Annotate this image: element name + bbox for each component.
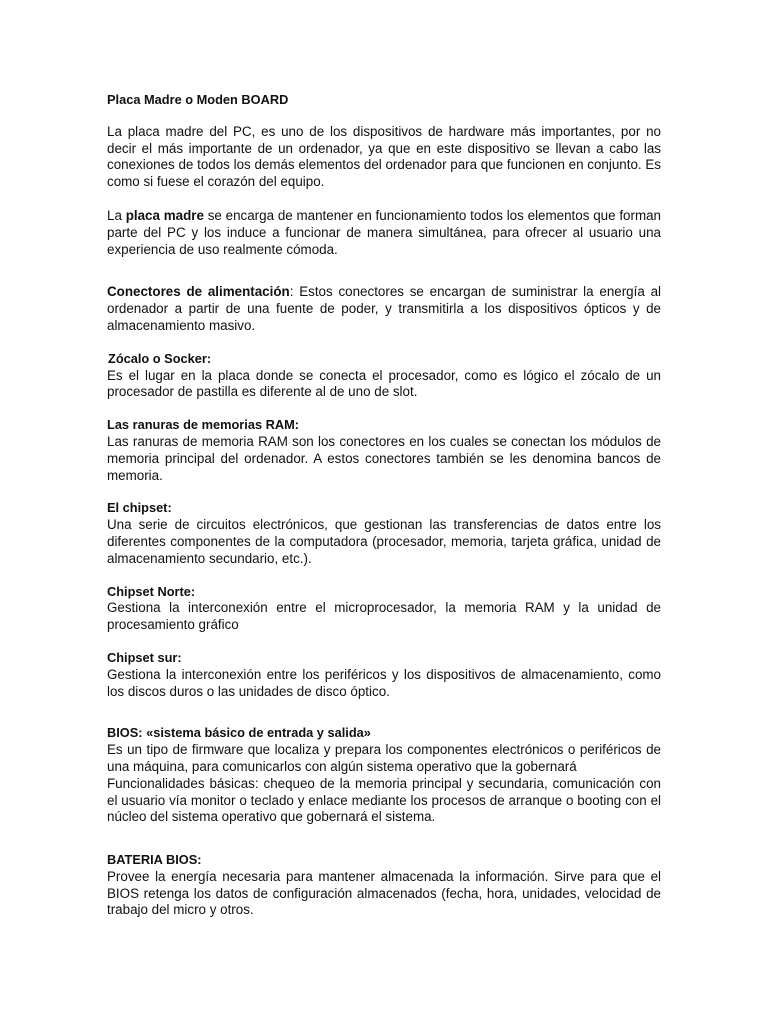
section-text: Las ranuras de memoria RAM son los conectores en los cuales se conectan los módulos de memoria principal del ordenador. A estos conectores también se les denomina bancos de memoria. (107, 433, 661, 483)
section-chipset-sur (107, 650, 661, 700)
conectores-rest: : Estos conectores se encargan de suministrar la energía al ordenador a partir de una fuente de poder, y transmitirla a los dispositivos ópticos y de almacenamiento masivo. (107, 284, 661, 333)
section-text: Es el lugar en la placa donde se conecta el procesador, como es lógico el zócalo de un procesador de pastilla es diferente al de uno de slot. (107, 367, 661, 400)
section-heading: BIOS: «sistema básico de entrada y salida» (107, 725, 371, 741)
section-text: Gestiona la interconexión entre los periféricos y los dispositivos de almacenamiento, como los discos duros o las unidades de disco óptico. (107, 666, 661, 699)
section-heading: Chipset sur: (107, 649, 182, 665)
section-bateria-bios (107, 852, 661, 919)
section-ranuras (107, 417, 661, 484)
conectores-bold: Conectores de alimentación (107, 284, 290, 300)
section-zocalo (107, 351, 661, 401)
section-heading: El chipset: (107, 500, 172, 516)
section-text: Una serie de circuitos electrónicos, que gestionan las transferencias de datos entre los diferentes componentes de la computadora (procesador, memoria, tarjeta gráfica, unidad de almacenamiento secundario, etc.). (107, 517, 661, 566)
section-heading: Chipset Norte: (107, 583, 196, 599)
p2-rest: se encarga de mantener en funcionamiento todos los elementos que forman parte del PC y los induce a funcionar de manera simultánea, para ofrecer al usuario una experiencia de uso realmente cómoda. (107, 207, 661, 257)
section-text-2: Funcionalidades básicas: chequeo de la memoria principal y secundaria, comunicación con el usuario vía monitor o teclado y enlace mediante los procesos de arranque o booting con el núcleo del sistema operativo que gobernará el sistema. (107, 775, 661, 825)
section-text: Es un tipo de firmware que localiza y prepara los componentes electrónicos o periféricos de una máquina, para comunicarlos con algún sistema operativo que la gobernará (107, 742, 661, 774)
placa-madre-paragraph (107, 208, 661, 258)
section-heading: BATERIA BIOS: (107, 852, 202, 868)
placa-madre-bold: placa madre (125, 207, 204, 223)
section-heading: Zócalo o Socker: (108, 350, 212, 366)
intro-paragraph: La placa madre del PC, es uno de los dispositivos de hardware más importantes, por no decir el más importante de un ordenador, ya que en este dispositivo se llevan a cabo las conexiones de todos los demás elementos del ordenador para que funcionen en conjunto. Es como si fuese el corazón del equipo. (107, 123, 661, 190)
document-body (107, 92, 661, 919)
conectores-paragraph (107, 284, 661, 334)
section-chipset-norte (107, 584, 661, 634)
section-text: Gestiona la interconexión entre el microprocesador, la memoria RAM y la unidad de procesamiento gráfico (107, 600, 661, 633)
section-bios (107, 725, 661, 826)
section-heading: Las ranuras de memorias RAM: (107, 417, 300, 433)
section-text: Provee la energía necesaria para mantener almacenada la información. Sirve para que el BIOS retenga los datos de configuración almacenados (fecha, hora, unidades, velocidad de trabajo del micro y otros. (107, 868, 661, 918)
p2-prefix: La (107, 207, 126, 223)
section-chipset (107, 500, 661, 567)
document-title: Placa Madre o Moden BOARD (107, 92, 289, 107)
